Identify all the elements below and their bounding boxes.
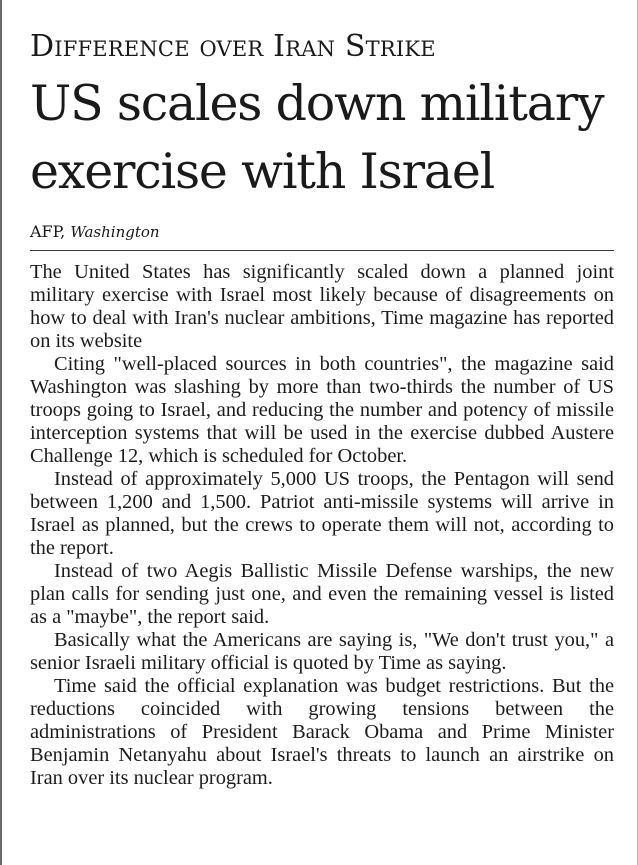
article-kicker: Difference over Iran Strike	[30, 29, 436, 64]
article-paragraph: Instead of approximately 5,000 US troops, the Pentagon will send between 1,200 and 1,500. Patriot anti-missile systems will arrive in Israel as planned, but the crews to operate them will not, according to the report.	[30, 468, 614, 559]
byline-divider	[30, 250, 614, 251]
byline-dateline: Washington	[70, 223, 160, 241]
page-border-left	[0, 0, 2, 865]
article-byline	[30, 222, 614, 242]
article-paragraph: Instead of two Aegis Ballistic Missile Defense warships, the new plan calls for sending just one, and even the remaining vessel is listed as a "maybe", the report said.	[30, 560, 614, 628]
news-article	[30, 30, 614, 790]
article-body	[30, 261, 614, 790]
article-paragraph: The United States has significantly scaled down a planned joint military exercise with Israel most likely because of disagreements on how to deal with Iran's nuclear ambitions, Time magazine has reported on its website	[30, 261, 614, 352]
article-paragraph: Time said the official explanation was budget restrictions. But the reductions coincided with growing tensions between the administrations of President Barack Obama and Prime Minister Benjamin Netanyahu about Israel's threats to launch an airstrike on Iran over its nuclear program.	[30, 675, 614, 789]
article-paragraph: Citing "well-placed sources in both countries", the magazine said Washington was slashing by more than two-thirds the number of US troops going to Israel, and reducing the number and potency of missile interception systems that will be used in the exercise dubbed Austere Challenge 12, which is scheduled for October.	[30, 353, 614, 467]
article-paragraph: Basically what the Americans are saying is, "We don't trust you," a senior Israeli military official is quoted by Time as saying.	[30, 629, 614, 674]
article-headline: US scales down military exercise with Israel	[30, 75, 604, 200]
byline-agency: AFP,	[30, 222, 66, 241]
